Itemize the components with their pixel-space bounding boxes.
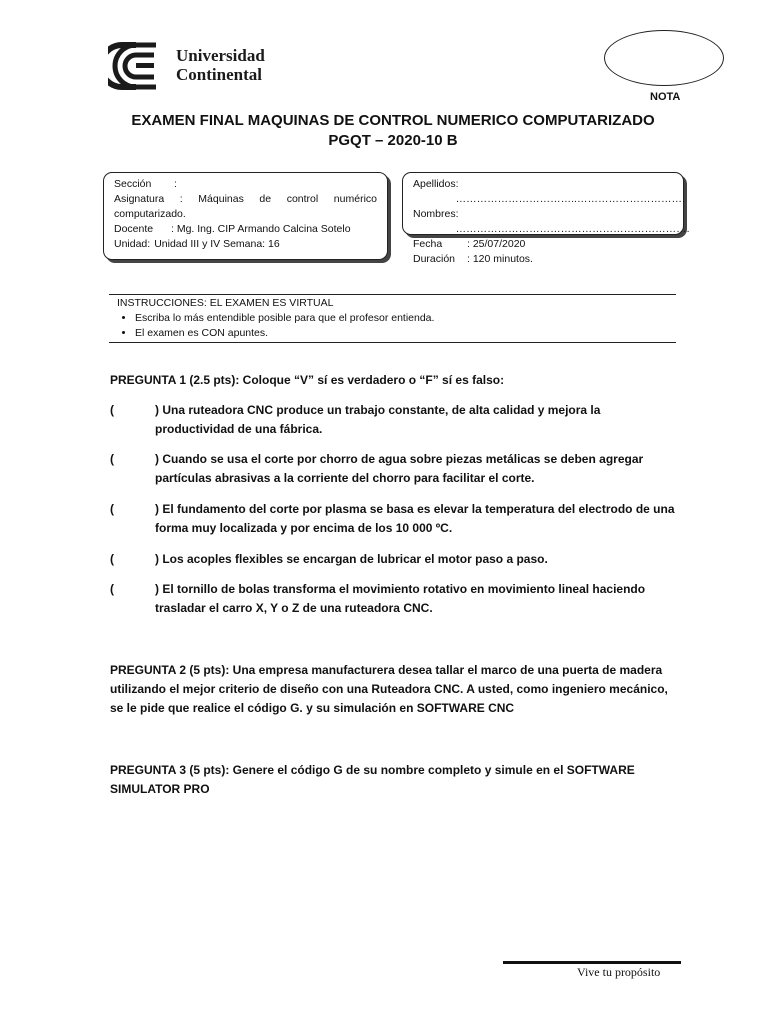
duracion-label: Duración [413, 253, 456, 265]
instruction-item: • Escriba lo más entendible posible para que el profesor entienda. [135, 311, 676, 326]
asignatura-row [114, 192, 377, 222]
instructions-heading: INSTRUCCIONES: EL EXAMEN ES VIRTUAL [117, 297, 334, 309]
unidad-value: Unidad III y IV Semana: 16 [154, 238, 280, 250]
instructions-list [117, 311, 676, 341]
question-1-item [110, 550, 680, 570]
answer-blank[interactable]: ( [110, 403, 114, 417]
question-3: PREGUNTA 3 (5 pts): Genere el código G de su nombre completo y simule en el SOFTWARE SIMULATOR PRO [110, 763, 635, 796]
question-1-item [110, 450, 680, 490]
seccion-label: Sección [114, 178, 152, 190]
footer-rule [503, 961, 681, 964]
logo-line-1: Universidad [176, 46, 265, 65]
fecha-value: : 25/07/2020 [467, 238, 526, 250]
apellidos-value[interactable]: : ……………………………..…………………………. [455, 178, 685, 205]
answer-blank[interactable]: ( [110, 502, 114, 516]
statement-text: ) Los acoples flexibles se encargan de lubricar el motor paso a paso. [155, 552, 548, 566]
statement-text: ) Una ruteadora CNC produce un trabajo constante, de alta calidad y mejora la productividad de una fábrica. [155, 403, 601, 436]
university-logo-text [176, 46, 265, 84]
duracion-row [413, 252, 673, 267]
apellidos-row [413, 177, 685, 207]
seccion-row [114, 177, 377, 192]
exam-code: PGQT – 2020-10 B [328, 132, 458, 149]
footer-slogan: Vive tu propósito [577, 965, 661, 979]
instructions-block [109, 294, 676, 343]
grade-oval [604, 30, 724, 86]
unidad-label: Unidad: [114, 238, 151, 250]
grade-label: NOTA [650, 91, 681, 103]
seccion-value: : [174, 178, 177, 190]
nombres-value[interactable]: : …………………………………………………………. [455, 208, 690, 235]
logo-line-2: Continental [176, 65, 262, 84]
question-2: PREGUNTA 2 (5 pts): Una empresa manufacturera desea tallar el marco de una puerta de madera utilizando el mejor criterio de diseño con una Ruteadora CNC. A usted, como ingeniero mecánico, se le pide que realice el código G. y su simulación en SOFTWARE CNC [110, 663, 668, 715]
question-1-heading: PREGUNTA 1 (2.5 pts): Coloque “V” sí es verdadero o “F” sí es falso: [110, 373, 505, 387]
course-info-box [103, 172, 388, 260]
unidad-row [114, 237, 377, 252]
answer-blank[interactable]: ( [110, 552, 114, 566]
docente-row [114, 222, 377, 237]
student-info-box [402, 172, 690, 265]
docente-label: Docente [114, 223, 154, 235]
question-1-item [110, 500, 680, 540]
nombres-row [413, 207, 690, 237]
docente-value: : Mg. Ing. CIP Armando Calcina Sotelo [171, 223, 351, 235]
apellidos-label: Apellidos [413, 178, 456, 190]
asignatura-value: : Máquinas de control numérico computarizado. [114, 193, 377, 220]
statement-text: ) Cuando se usa el corte por chorro de agua sobre piezas metálicas se deben agregar partículas abrasivas a la corriente del chorro para facilitar el corte. [155, 452, 644, 485]
statement-text: ) El tornillo de bolas transforma el movimiento rotativo en movimiento lineal haciendo trasladar el carro X, Y o Z de una ruteadora CNC. [155, 582, 646, 615]
fecha-row [413, 237, 673, 252]
question-1-item [110, 580, 680, 620]
asignatura-label: Asignatura [114, 193, 165, 205]
question-1-item [110, 401, 680, 441]
exam-title: EXAMEN FINAL MAQUINAS DE CONTROL NUMERICO COMPUTARIZADO [131, 112, 655, 129]
answer-blank[interactable]: ( [110, 582, 114, 596]
nombres-label: Nombres [413, 208, 456, 220]
statement-text: ) El fundamento del corte por plasma se basa es elevar la temperatura del electrodo de una forma muy localizada y por encima de los 10 000 ºC. [155, 502, 675, 535]
fecha-label: Fecha [413, 238, 443, 250]
answer-blank[interactable]: ( [110, 452, 114, 466]
duracion-value: : 120 minutos. [467, 253, 533, 265]
instruction-item: • El examen es CON apuntes. [135, 326, 676, 341]
